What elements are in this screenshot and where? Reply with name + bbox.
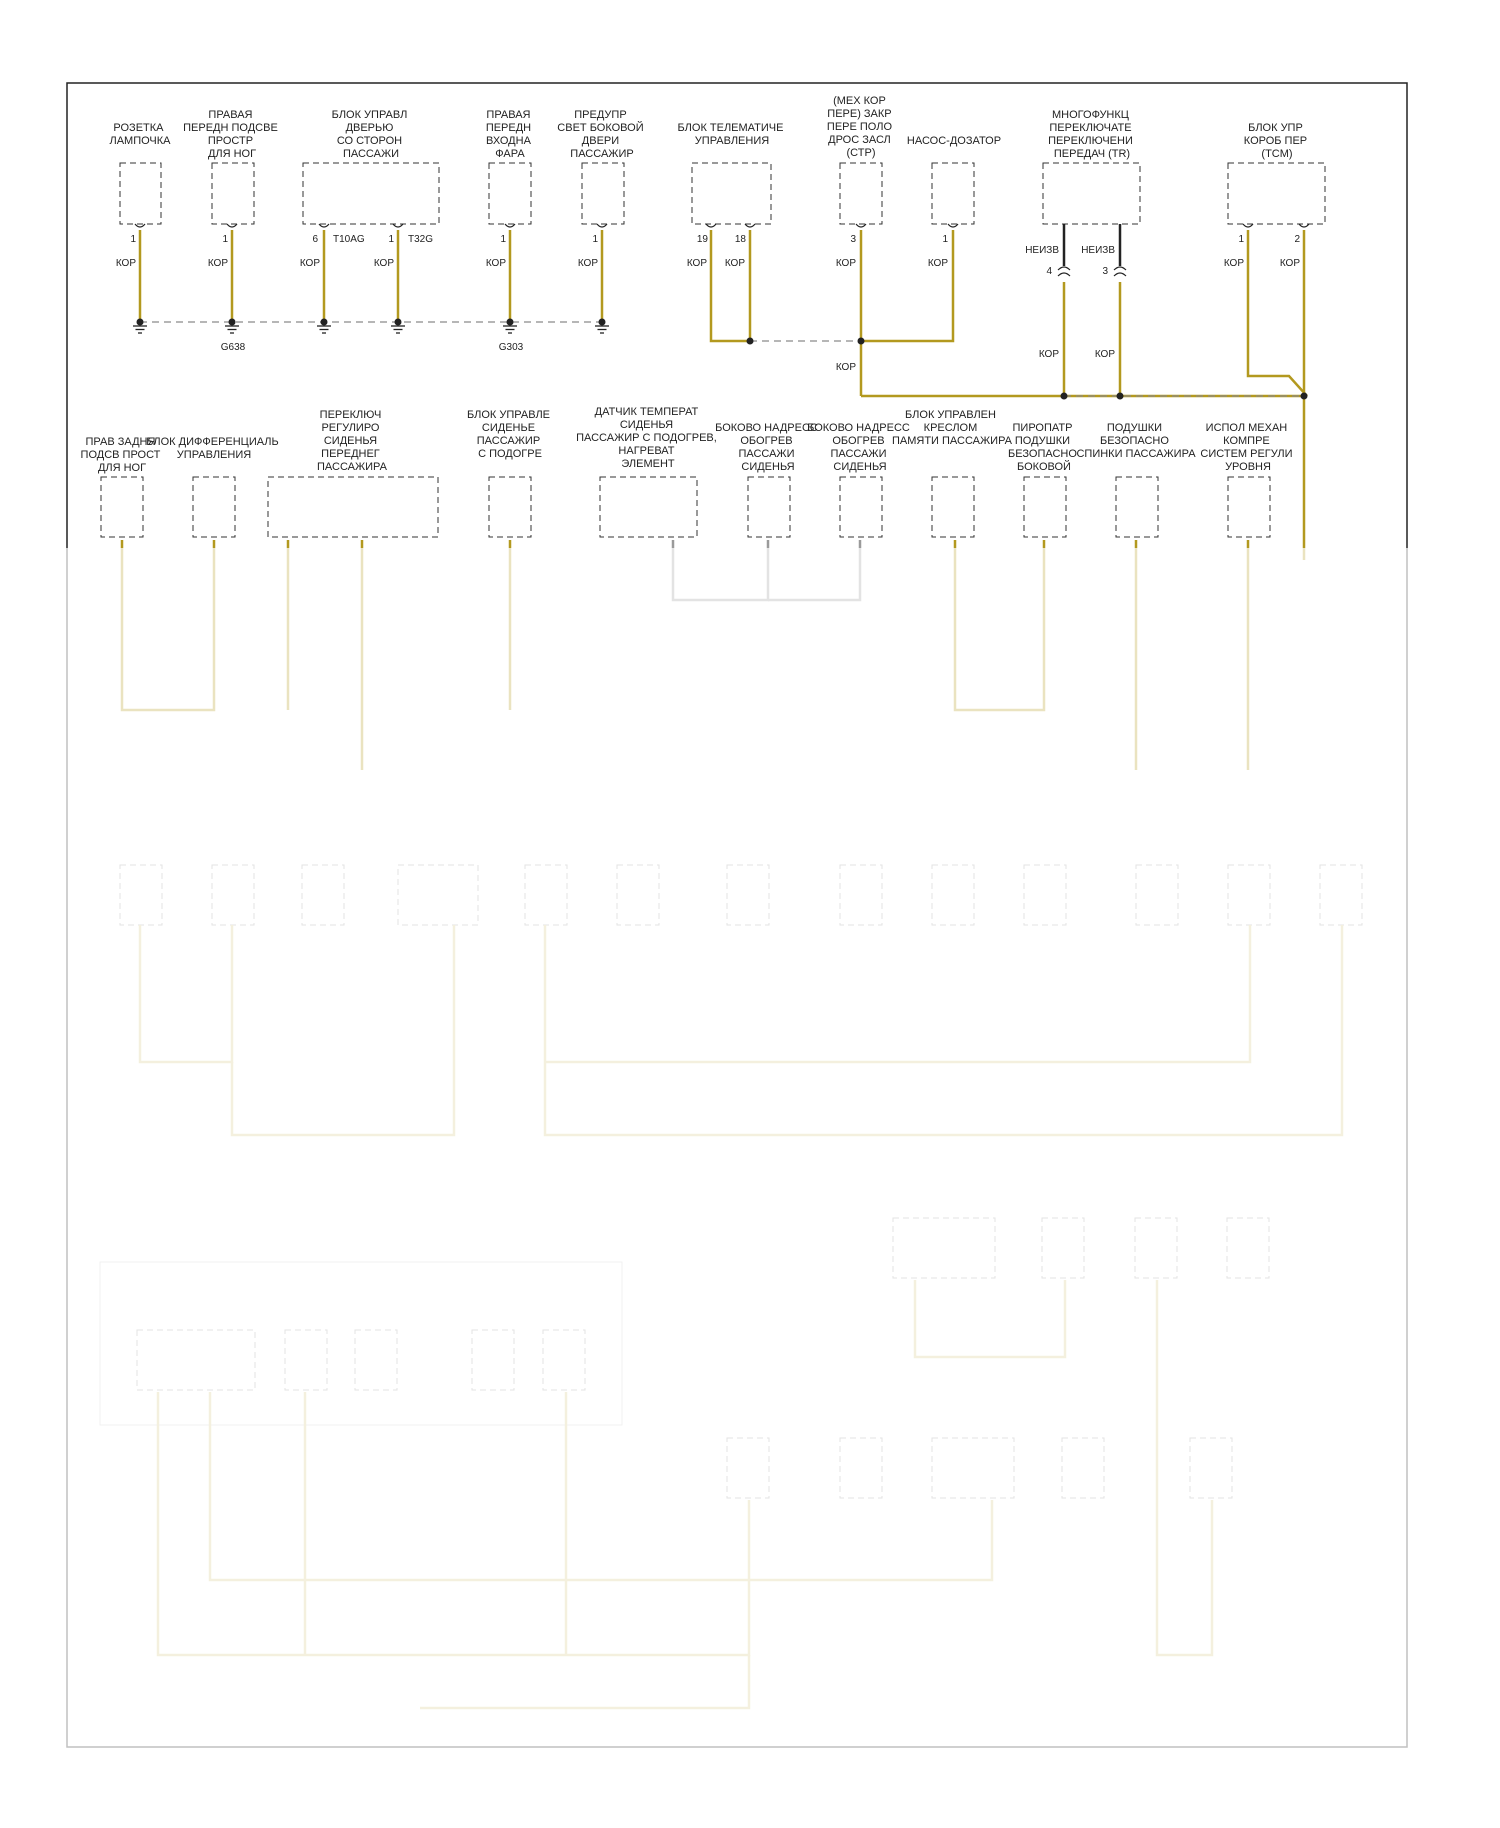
component-label-differential-unit: БЛОК ДИФФЕРЕНЦИАЛЬ УПРАВЛЕНИЯ bbox=[146, 436, 279, 461]
wire-label: КОР bbox=[207, 258, 228, 269]
junction-dot bbox=[395, 319, 402, 326]
wire-label: КОР bbox=[927, 258, 948, 269]
pin-number: 1 bbox=[942, 234, 948, 245]
component-label-entry-light: ПРАВАЯ ПЕРЕДН ВХОДНА ФАРА bbox=[485, 109, 532, 160]
pin-number: 1 bbox=[388, 234, 394, 245]
wire-kop bbox=[1248, 230, 1307, 396]
junction-dot bbox=[229, 319, 236, 326]
pin-number: 1 bbox=[1238, 234, 1244, 245]
fade-overlay bbox=[62, 548, 1414, 1758]
component-label-front-footwell-light: ПРАВАЯ ПЕРЕДН ПОДСВЕ ПРОСТР ДЛЯ НОГ bbox=[183, 109, 278, 160]
component-box-telematics-unit bbox=[692, 163, 771, 224]
component-label-seat-memory-unit: БЛОК УПРАВЛЕН КРЕСЛОМ ПАМЯТИ ПАССАЖИРА bbox=[891, 409, 1013, 447]
wire-label: КОР bbox=[686, 258, 707, 269]
wire-label: КОР bbox=[485, 258, 506, 269]
ground-label-g303: G303 bbox=[498, 342, 524, 353]
pin-number: 18 bbox=[734, 234, 746, 245]
component-box-socket-lamp bbox=[120, 163, 161, 224]
junction-dot bbox=[599, 319, 606, 326]
wire-label: КОР bbox=[577, 258, 598, 269]
connector-label-t32g: T32G bbox=[408, 234, 434, 245]
component-box-tr-switch bbox=[1043, 163, 1140, 224]
junction-dot bbox=[507, 319, 514, 326]
ground-symbol bbox=[225, 326, 239, 333]
component-label-telematics-unit: БЛОК ТЕЛЕМАТИЧЕ УПРАВЛЕНИЯ bbox=[677, 122, 784, 147]
component-box-dosing-pump bbox=[932, 163, 974, 224]
ground-label-g638: G638 bbox=[220, 342, 246, 353]
component-label-door-warning-light: ПРЕДУПР СВЕТ БОКОВОЙ ДВЕРИ ПАССАЖИР bbox=[557, 109, 644, 160]
component-label-dosing-pump: НАСОС-ДОЗАТОР bbox=[906, 135, 1002, 147]
wire-label: КОР bbox=[115, 258, 136, 269]
pin-number: 3 bbox=[1102, 266, 1108, 277]
component-box-heated-seat-unit bbox=[489, 477, 531, 537]
component-box-side-bolster-heater-1 bbox=[748, 477, 790, 537]
component-label-seatback-airbag: ПОДУШКИ БЕЗОПАСНО СПИНКИ ПАССАЖИРА bbox=[1076, 422, 1196, 460]
component-box-differential-unit bbox=[193, 477, 235, 537]
wire-label: КОР bbox=[1279, 258, 1300, 269]
component-box-door-warning-light bbox=[582, 163, 624, 224]
pin-number: 1 bbox=[130, 234, 136, 245]
component-label-ctp: (МЕХ КОР ПЕРЕ) ЗАКР ПЕРЕ ПОЛО ДРОС ЗАСЛ (СТР) bbox=[826, 95, 893, 159]
component-label-seat-temp-sensor: ДАТЧИК ТЕМПЕРАТ СИДЕНЬЯ ПАССАЖИР С ПОДОГРЕВ, НАГРЕВАТ ЭЛЕМЕНТ bbox=[576, 406, 717, 470]
component-label-tr-switch: МНОГОФУНКЦ ПЕРЕКЛЮЧАТЕ ПЕРЕКЛЮЧЕНИ ПЕРЕДАЧ (TR) bbox=[1048, 109, 1133, 160]
connector-label-t10ag: T10AG bbox=[333, 234, 365, 245]
wire-label: КОР bbox=[373, 258, 394, 269]
wire-label: КОР bbox=[835, 362, 856, 373]
row1 bbox=[109, 95, 1325, 560]
wire-label: КОР bbox=[1223, 258, 1244, 269]
component-box-tcm bbox=[1228, 163, 1325, 224]
wire-label: НЕИЗВ bbox=[1025, 245, 1059, 256]
wire-label: КОР bbox=[1094, 349, 1115, 360]
junction-dot bbox=[137, 319, 144, 326]
ground-symbol bbox=[391, 326, 405, 333]
component-box-seat-temp-sensor bbox=[600, 477, 697, 537]
component-box-entry-light bbox=[489, 163, 531, 224]
pin-number: 2 bbox=[1294, 234, 1300, 245]
wire-label: КОР bbox=[724, 258, 745, 269]
junction-dot bbox=[1301, 393, 1308, 400]
junction-dot bbox=[858, 338, 865, 345]
component-label-socket-lamp: РОЗЕТКА ЛАМПОЧКА bbox=[109, 122, 171, 147]
inline-connector bbox=[1058, 267, 1070, 276]
component-box-door-control-unit bbox=[303, 163, 439, 224]
component-label-tcm: БЛОК УПР КОРОБ ПЕР (TCM) bbox=[1243, 122, 1308, 160]
component-box-side-airbag-squib bbox=[1024, 477, 1066, 537]
pin-number: 19 bbox=[696, 234, 708, 245]
component-label-door-control-unit: БЛОК УПРАВЛ ДВЕРЬЮ СО СТОРОН ПАССАЖИ bbox=[331, 109, 408, 160]
component-label-side-bolster-heater-2: БОКОВО НАДРЕСС ОБОГРЕВ ПАССАЖИ СИДЕНЬЯ bbox=[807, 422, 910, 473]
junction-dot bbox=[747, 338, 754, 345]
component-label-heated-seat-unit: БЛОК УПРАВЛЕ СИДЕНЬЕ ПАССАЖИР С ПОДОГРЕ bbox=[466, 409, 550, 460]
component-label-seat-adjust-switch: ПЕРЕКЛЮЧ РЕГУЛИРО СИДЕНЬЯ ПЕРЕДНЕГ ПАССАЖИРА bbox=[317, 409, 387, 473]
component-box-seat-adjust-switch bbox=[268, 477, 438, 537]
component-label-level-compressor: ИСПОЛ МЕХАН КОМПРЕ СИСТЕМ РЕГУЛИ УРОВНЯ bbox=[1200, 422, 1293, 473]
pin-number: 1 bbox=[500, 234, 506, 245]
pin-number: 1 bbox=[222, 234, 228, 245]
wire-kop bbox=[711, 230, 750, 341]
ground-symbol bbox=[317, 326, 331, 333]
pin-number: 6 bbox=[312, 234, 318, 245]
component-box-side-bolster-heater-2 bbox=[840, 477, 882, 537]
component-box-seatback-airbag bbox=[1116, 477, 1158, 537]
wire-label: НЕИЗВ bbox=[1081, 245, 1115, 256]
ground-symbol bbox=[503, 326, 517, 333]
junction-dot bbox=[1061, 393, 1068, 400]
pin-number: 4 bbox=[1046, 266, 1052, 277]
pin-number: 1 bbox=[592, 234, 598, 245]
pin-number: 3 bbox=[850, 234, 856, 245]
ground-symbol bbox=[595, 326, 609, 333]
junction-dot bbox=[1117, 393, 1124, 400]
component-label-rear-footwell-light: ПРАВ ЗАДНЯ ПОДСВ ПРОСТ ДЛЯ НОГ bbox=[80, 436, 161, 474]
junction-dot bbox=[321, 319, 328, 326]
wire-label: КОР bbox=[835, 258, 856, 269]
component-box-seat-memory-unit bbox=[932, 477, 974, 537]
component-box-level-compressor bbox=[1228, 477, 1270, 537]
component-box-rear-footwell-light bbox=[101, 477, 143, 537]
wire-label: КОР bbox=[1038, 349, 1059, 360]
wire-kop bbox=[861, 230, 953, 341]
component-label-side-airbag-squib: ПИРОПАТР ПОДУШКИ БЕЗОПАСНО БОКОВОЙ bbox=[1008, 422, 1077, 473]
component-box-ctp bbox=[840, 163, 882, 224]
component-label-side-bolster-heater-1: БОКОВО НАДРЕСС ОБОГРЕВ ПАССАЖИ СИДЕНЬЯ bbox=[715, 422, 818, 473]
component-box-front-footwell-light bbox=[212, 163, 254, 224]
inline-connector bbox=[1114, 267, 1126, 276]
wire-label: КОР bbox=[299, 258, 320, 269]
ground-symbol bbox=[133, 326, 147, 333]
